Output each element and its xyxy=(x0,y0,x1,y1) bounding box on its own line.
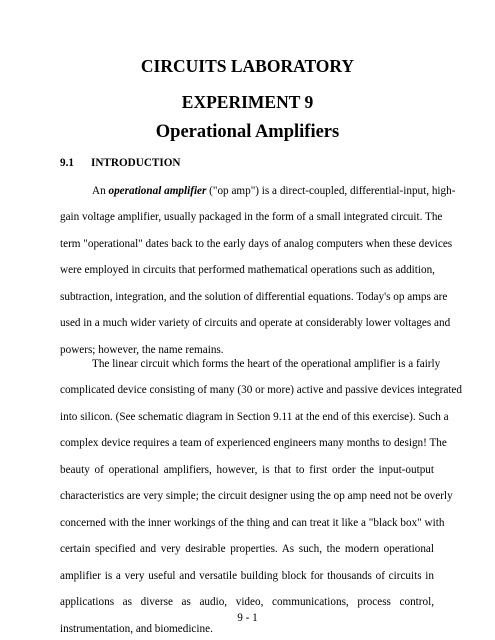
paragraph-2-line-3: into silicon. (See schematic diagram in Section 9.11 at the end of this exercise). Such a xyxy=(60,411,449,423)
paragraph-2-line-4: complex device requires a team of experienced engineers many months to design! The xyxy=(60,437,447,449)
paragraph-2-line-5: beauty of operational amplifiers, however, is that to first order the input-output xyxy=(60,464,434,476)
paragraph-1-line-3: term "operational" dates back to the early days of analog computers when these devices xyxy=(60,238,453,250)
lab-title: CIRCUITS LABORATORY xyxy=(140,56,355,76)
paragraph-2-line-7: concerned with the inner workings of the thing and can treat it like a "black box" with xyxy=(60,517,445,529)
paragraph-2-line-10: applications as diverse as audio, video, communications, process control, xyxy=(60,596,434,608)
paragraph-1-line-4: were employed in circuits that performed mathematical operations such as addition, xyxy=(60,264,435,276)
experiment-subject: Operational Amplifiers xyxy=(155,122,340,142)
section-title: INTRODUCTION xyxy=(91,157,181,169)
paragraph-1-line-5: subtraction, integration, and the solution of differential equations. Today's op amps are xyxy=(60,291,448,303)
paragraph-1-line-2: gain voltage amplifier, usually packaged in the form of a small integrated circuit. The xyxy=(60,211,443,223)
paragraph-1-line-6: used in a much wider variety of circuits and operate at considerably lower voltages and xyxy=(60,317,451,329)
paragraph-1-line-7: powers; however, the name remains. xyxy=(60,344,224,356)
paragraph-2-line-8: certain specified and very desirable properties. As such, the modern operational xyxy=(60,543,434,555)
page-number: 9 - 1 xyxy=(237,612,258,624)
paragraph-2-line-11: instrumentation, and biomedicine. xyxy=(60,623,213,635)
paragraph-2-line-9: amplifier is a very useful and versatile building block for thousands of circuits in xyxy=(60,570,434,582)
paragraph-2-line-1: The linear circuit which forms the heart of the operational amplifier is a fairly xyxy=(92,358,441,370)
experiment-title: EXPERIMENT 9 xyxy=(181,92,314,112)
paragraph-1-line-1: An operational amplifier ("op amp") is a direct-coupled, differential-input, high- xyxy=(92,185,456,197)
section-number: 9.1 xyxy=(60,157,74,169)
section-heading xyxy=(60,156,181,170)
paragraph-2-line-2: complicated device consisting of many (30 or more) active and passive devices integrated xyxy=(60,384,462,396)
paragraph-2-line-6: characteristics are very simple; the circuit designer using the op amp need not be overly xyxy=(60,490,453,502)
term-operational-amplifier: operational amplifier xyxy=(108,185,207,197)
